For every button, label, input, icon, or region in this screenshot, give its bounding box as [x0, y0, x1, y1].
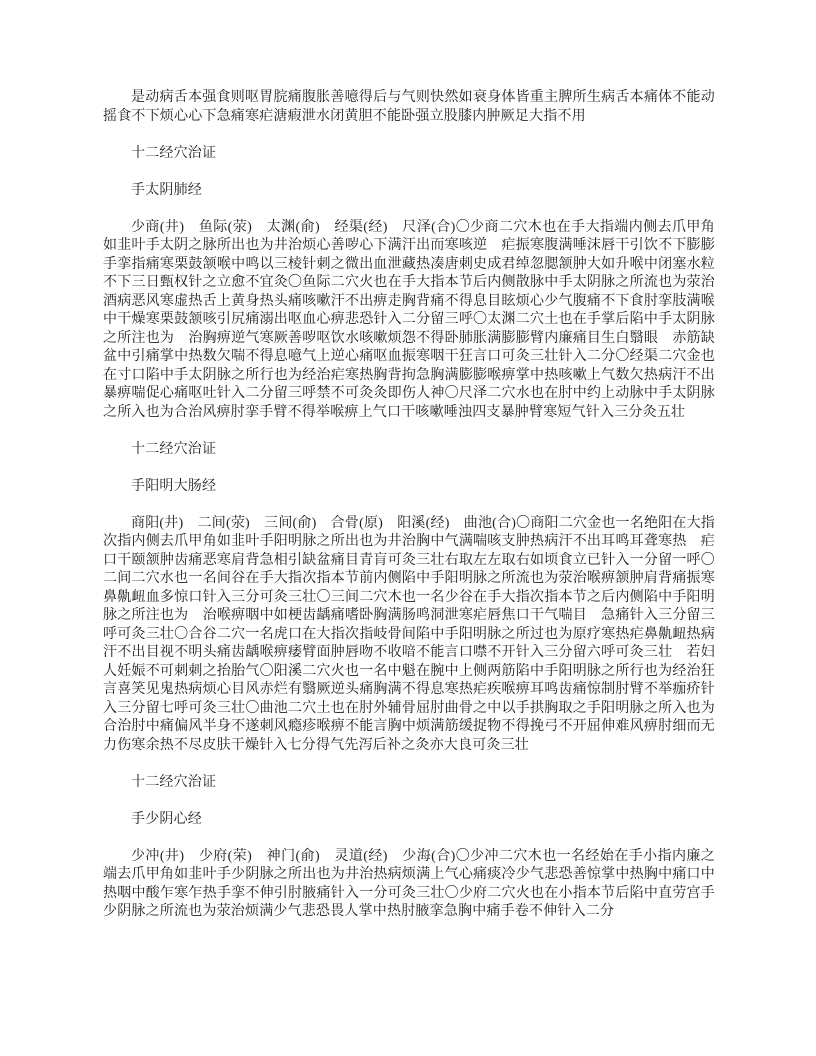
paragraph-lung-channel-points: 少商(井) 鱼际(荥) 太渊(俞) 经渠(经) 尺泽(合)〇少商二穴木也在手大指端内侧去爪甲角如韭叶手太阴之脉所出也为井治烦心善哕心下满汗出而寒咳逆 疟振寒腹满唾沫唇干引饮不下膨膨手挛指痛寒栗鼓颔喉中鸣以三棱针刺之微出血泄藏热凑唐刺史成君绰忽腮颔肿大如升喉中闭塞水粒不下三日甄权针之立愈不宜灸〇鱼际二穴火也在手大指本节后内侧散脉中手太阴脉之所流也为荥治酒病恶风寒虚热舌上黄身热头痛咳嗽汗不出痹走胸背痛不得息目眩烦心少气腹痛不下食肘挛肢满喉中干燥寒栗鼓颔咳引尻痛溺出呕血心痹悲恐针入二分留三呼〇太渊二穴土也在手掌后陷中手太阴脉之所注也为 治胸痹逆气寒厥善哕呕饮水咳嗽烦怨不得卧肺胀满膨膨臂内廉痛目生白翳眼 赤筋缺盆中引痛掌中热数欠喘不得息噫气上逆心痛呕血振寒咽干狂言口可灸三壮针入二分〇经渠二穴金也在寸口陷中手太阴脉之所行也为经治疟寒热胸背拘急胸满膨膨喉痹掌中热咳嗽上气数欠热病汗不出暴痹喘促心痛呕吐针入二分留三呼禁不可灸灸即伤人神〇尺泽二穴水也在肘中约上动脉中手太阴脉之所入也为合治风痹肘挛手臂不得举喉痹上气口干咳嗽唾浊四支暴肿臂寒短气针入三分灸五壮 — [103, 219, 715, 420]
paragraph-large-intestine-channel-points: 商阳(井) 二间(荥) 三间(俞) 合骨(原) 阳溪(经) 曲池(合)〇商阳二穴金也一名绝阳在大指次指内侧去爪甲角如韭叶手阳明脉之所出也为井治胸中气满喘咳支肿热病汗不出耳鸣耳聋寒热 疟口干颐颔肿齿痛恶寒肩背急相引缺盆痛目青肓可灸三壮右取左左取右如顷食立已针入一分留一呼〇二间二穴水也一名间谷在手大指次指本节前内侧陷中手阳明脉之所流也为荥治喉痹颔肿肩背痛振寒鼻鼽衄血多惊口针入三分可灸三壮〇三间二穴木也一名少谷在手大指次指本节之后内侧陷中手阳明脉之所注也为 治喉痹咽中如梗齿龋痛嗜卧胸满肠鸣洞泄寒疟唇焦口干气喘目 急痛针入三分留三呼可灸三壮〇合谷二穴一名虎口在大指次指岐骨间陷中手阳明脉之所过也为原疗寒热疟鼻鼽衄热病汗不出目视不明头痛齿龋喉痹痿臂面肿唇吻不收喑不能言口噤不开针入三分留六呼可灸三壮 若妇人妊娠不可刺刺之抬胎气〇阳溪二穴火也一名中魁在腕中上侧两筋陷中手阳明脉之所行也为经治狂言喜笑见鬼热病烦心目风赤烂有翳厥逆头痛胸满不得息寒热疟疾喉痹耳鸣齿痛惊制肘臂不举痂疥针入三分留七呼可灸三壮〇曲池二穴土也在肘外辅骨屈肘曲骨之中以手拱胸取之手阳明脉之所入也为合治肘中痛偏风半身不遂刺风瘾疹喉痹不能言胸中烦满筋缓捉物不得挽弓不开屈伸难风痹肘细而无力伤寒余热不尽皮肤干燥针入七分得气先泻后补之灸亦大良可灸三壮 — [103, 515, 715, 753]
section-title-twelve-meridians-3: 十二经穴治证 — [131, 774, 217, 790]
channel-heading-large-intestine: 手阳明大肠经 — [131, 478, 217, 494]
paragraph-heart-channel-points: 少冲(井) 少府(荣) 神门(俞) 灵道(经) 少海(合)〇少冲二穴木也一名经始在手小指内廉之端去爪甲角如韭叶手少阴脉之所出也为井治热病烦满上气心痛痰冷少气悲恐善惊掌中热胸中痛口中热咽中酸乍寒乍热手挛不伸引肘腋痛针入一分可灸三壮〇少府二穴火也在小指本节后陷中直劳宫手少阴脉之所流也为荥治烦满少气悲恐畏人掌中热肘腋挛急胸中痛手卷不伸针入二分 — [103, 848, 715, 919]
channel-heading-heart: 手少阴心经 — [131, 811, 202, 827]
channel-heading-lung: 手太阴肺经 — [131, 182, 202, 198]
section-title-twelve-meridians-1: 十二经穴治证 — [131, 145, 217, 161]
intro-paragraph-spleen-symptoms: 是动病舌本强食则呕胃脘痛腹胀善噫得后与气则快然如衰身体皆重主脾所生病舌本痛体不能动摇食不下烦心心下急痛寒疟溏瘕泄水闭黄胆不能卧强立股膝内肿厥足大指不用 — [103, 90, 715, 124]
section-title-twelve-meridians-2: 十二经穴治证 — [131, 441, 217, 457]
